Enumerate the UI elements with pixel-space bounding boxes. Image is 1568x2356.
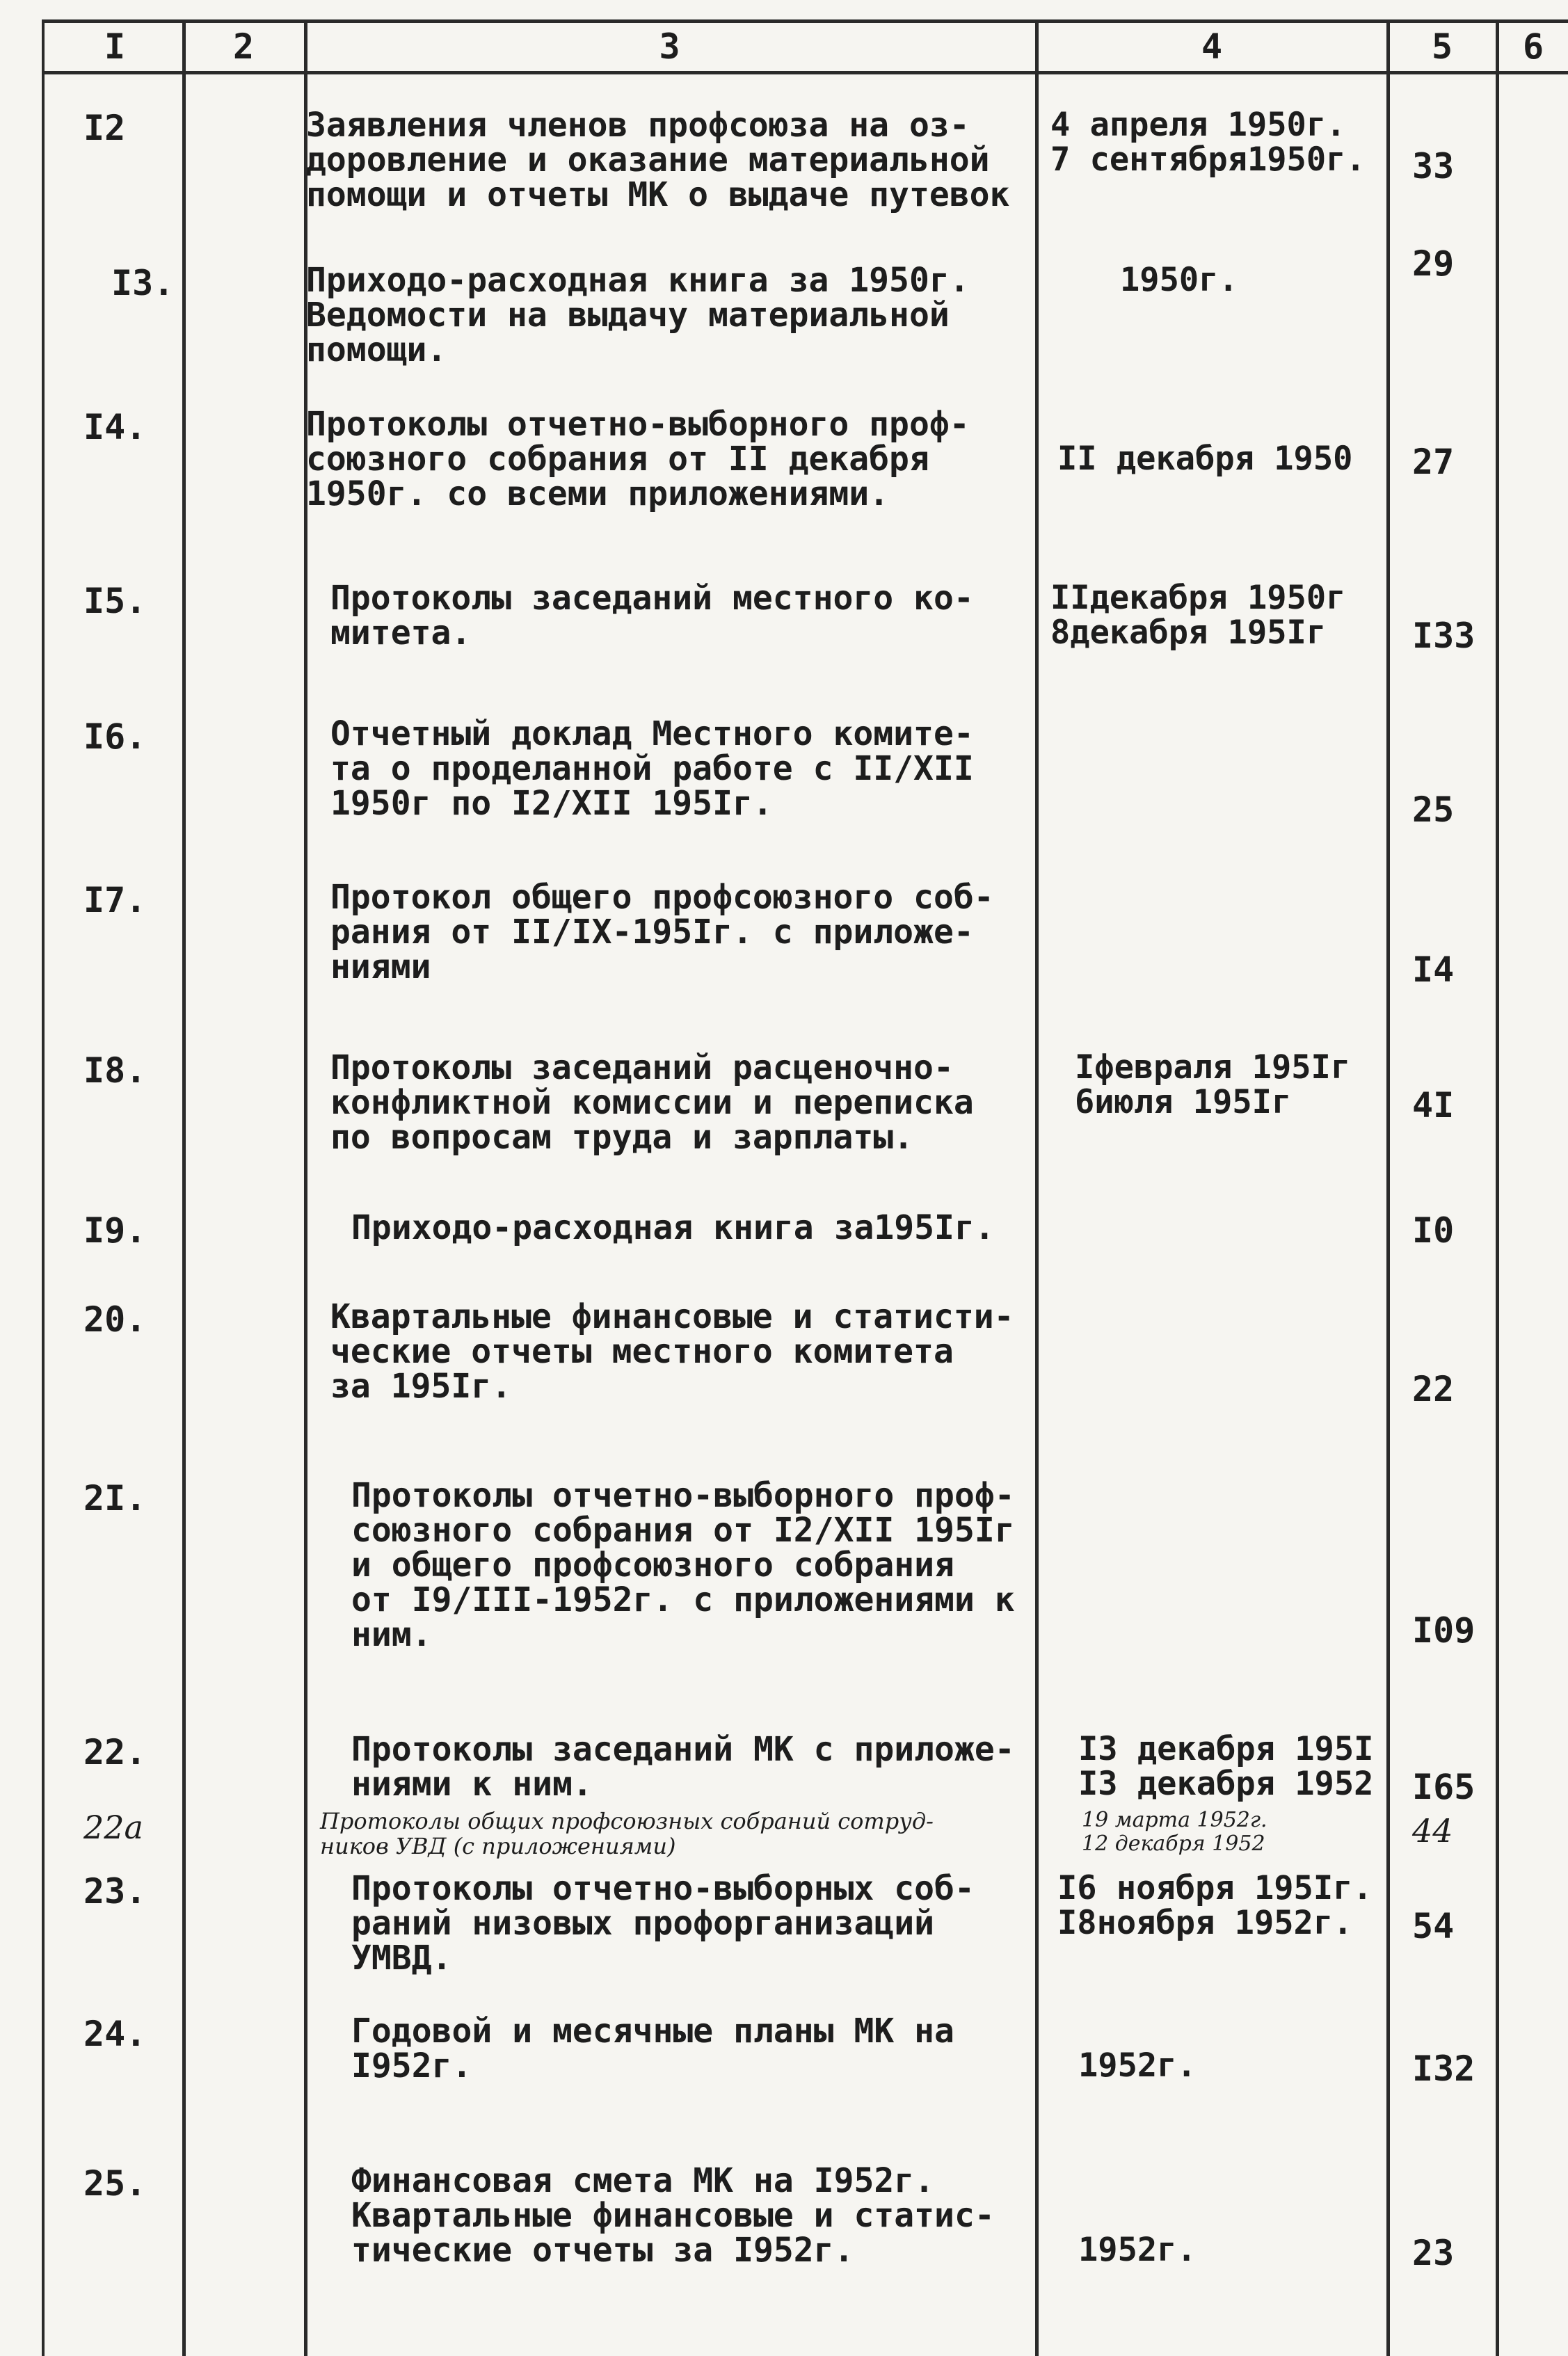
column-divider [1496, 19, 1499, 2356]
item-number: I2 [83, 108, 126, 148]
item-number: I8. [83, 1050, 147, 1091]
item-number: I3. [111, 263, 175, 303]
item-title: Протоколы общих профсоюзных собраний сотруд- ников УВД (с приложениями) [320, 1808, 934, 1859]
item-dates: 19 марта 1952г. 12 декабря 1952 [1082, 1808, 1267, 1856]
item-number: 24. [83, 2014, 147, 2054]
item-title: Протоколы заседаний МК с приложе- ниями к ним. [351, 1730, 1015, 1804]
item-title: Протоколы отчетно-выборных соб- раний низовых профорганизаций УМВД. [351, 1869, 975, 1978]
item-number: 22. [83, 1732, 147, 1772]
item-sheet-count: 4I [1412, 1085, 1455, 1125]
item-dates: I6 ноября 195Iг. I8ноября 1952г. [1057, 1869, 1373, 1942]
item-title: Финансовая смета МК на I952г. Квартальные финансовые и статис- тические отчеты за I952г. [351, 2161, 995, 2270]
item-sheet-count: 33 [1412, 146, 1455, 186]
header-col-3: 3 [659, 26, 680, 67]
item-sheet-count: 54 [1412, 1906, 1455, 1946]
item-number: 22а [83, 1809, 143, 1846]
item-number: 20. [83, 1299, 147, 1340]
item-sheet-count: I0 [1412, 1210, 1455, 1251]
item-number: 2I. [83, 1478, 147, 1518]
header-rule-bottom [42, 71, 1568, 74]
column-divider [1035, 19, 1039, 2356]
item-title: Протоколы заседаний расценочно- конфликтной комиссии и переписка по вопросам труда и зарплаты. [330, 1048, 974, 1157]
header-col-4: 4 [1201, 26, 1223, 67]
item-number: 25. [83, 2163, 147, 2204]
item-sheet-count: 25 [1412, 790, 1455, 830]
item-dates: Iфевраля 195Iг 6июля 195Iг [1075, 1048, 1351, 1121]
item-number: I7. [83, 880, 147, 920]
item-dates: II декабря 1950 [1057, 440, 1353, 478]
item-title: Годовой и месячные планы МК на I952г. [351, 2012, 954, 2085]
item-sheet-count: I65 [1412, 1767, 1475, 1807]
column-divider [42, 19, 45, 2356]
item-sheet-count: I33 [1412, 616, 1475, 656]
item-title: Протокол общего профсоюзного соб- рания от II/IX-195Iг. с приложе- ниями [330, 878, 994, 986]
item-sheet-count: 22 [1412, 1369, 1455, 1409]
column-divider [304, 19, 307, 2356]
item-sheet-count: 29 [1412, 243, 1455, 284]
column-divider [182, 19, 186, 2356]
item-sheet-count: I32 [1412, 2049, 1475, 2089]
item-dates: 1952г. [1078, 2046, 1197, 2085]
header-col-1: I [104, 26, 126, 67]
header-col-6: 6 [1522, 26, 1544, 67]
item-number: I5. [83, 581, 147, 621]
item-sheet-count: I09 [1412, 1610, 1475, 1651]
item-number: I9. [83, 1210, 147, 1251]
item-sheet-count: 23 [1412, 2233, 1455, 2273]
header-rule-top [42, 19, 1568, 23]
item-dates: I3 декабря 195I I3 декабря 1952 [1078, 1730, 1374, 1803]
item-sheet-count: 44 [1412, 1812, 1453, 1850]
header-col-2: 2 [232, 26, 255, 67]
item-title: Приходо-расходная книга за195Iг. [351, 1208, 995, 1247]
item-dates: 1950г. [1120, 261, 1238, 299]
header-col-5: 5 [1431, 26, 1453, 67]
item-title: Заявления членов профсоюза на оз- доровление и оказание материальной помощи и отчеты МК о выдаче путевок [306, 106, 1010, 214]
item-title: Протоколы отчетно-выборного проф- союзного собрания от I2/XII 195Iг и общего профсоюзного собрания от I9/III-1952г. с приложениями к ним. [351, 1476, 1015, 1654]
item-number: I6. [83, 716, 147, 757]
column-divider [1386, 19, 1390, 2356]
item-dates: 1952г. [1078, 2231, 1197, 2269]
item-title: Отчетный доклад Местного комите- та о проделанной работе с II/XII 1950г по I2/XII 195Iг. [330, 714, 974, 823]
item-number: I4. [83, 407, 147, 447]
item-sheet-count: I4 [1412, 949, 1455, 990]
item-title: Протоколы заседаний местного ко- митета. [330, 579, 974, 652]
item-title: Приходо-расходная книга за 1950г. Ведомости на выдачу материальной помощи. [306, 261, 970, 369]
item-title: Квартальные финансовые и статисти- ческие отчеты местного комитета за 195Iг. [330, 1297, 1014, 1406]
item-sheet-count: 27 [1412, 442, 1455, 482]
item-number: 23. [83, 1871, 147, 1912]
item-title: Протоколы отчетно-выборного проф- союзного собрания от II декабря 1950г. со всеми приложениями. [306, 405, 970, 513]
item-dates: IIдекабря 1950г 8декабря 195Iг [1050, 579, 1346, 652]
item-dates: 4 апреля 1950г. 7 сентября1950г. [1050, 106, 1366, 179]
